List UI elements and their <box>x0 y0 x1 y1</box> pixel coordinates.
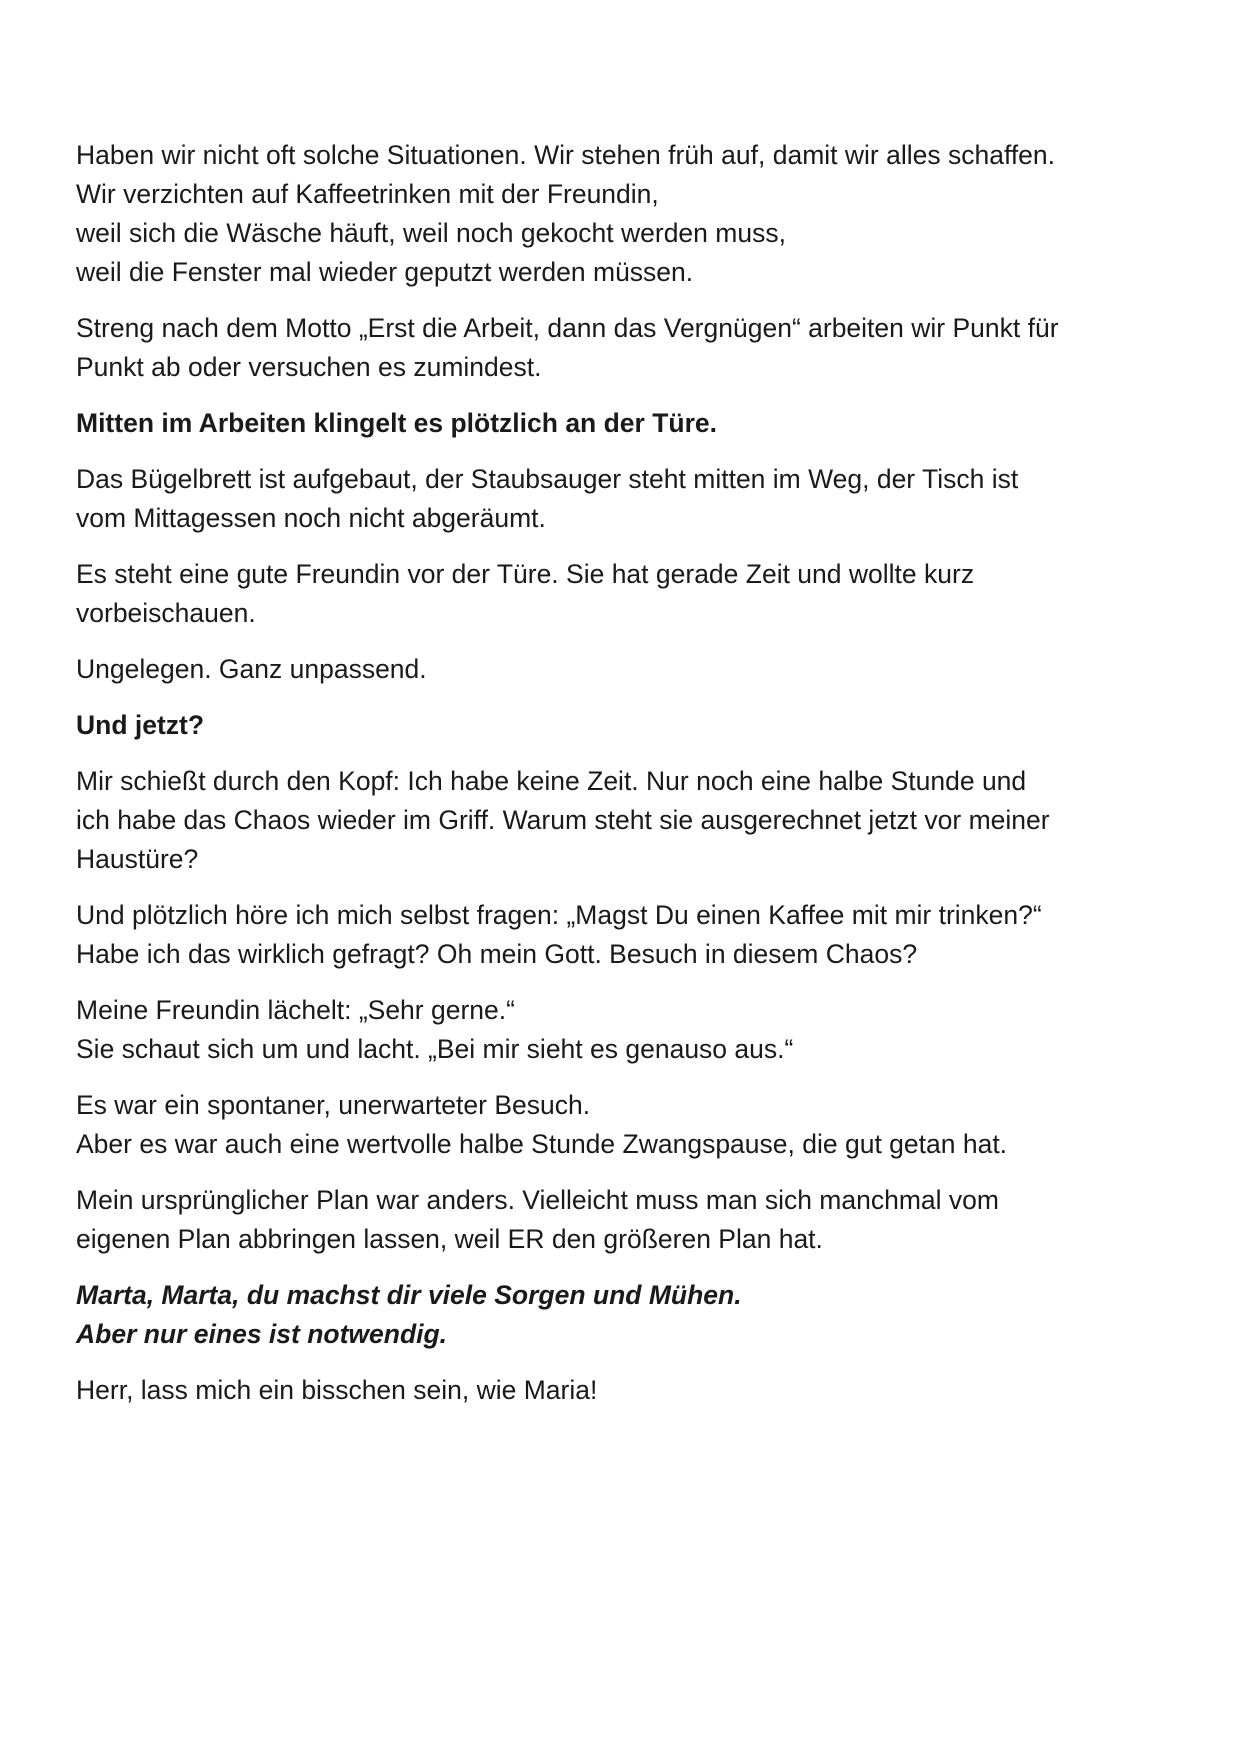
paragraph-doorbell-heading <box>76 404 1176 443</box>
paragraph-and-now-heading <box>76 706 1176 745</box>
text-line: weil die Fenster mal wieder geputzt werden müssen. <box>76 257 694 287</box>
text-line: Es steht eine gute Freundin vor der Türe. Sie hat gerade Zeit und wollte kurz <box>76 559 975 589</box>
paragraph-no-time <box>76 762 1176 879</box>
text-line: Habe ich das wirklich gefragt? Oh mein Gott. Besuch in diesem Chaos? <box>76 939 918 969</box>
text-line: Mitten im Arbeiten klingelt es plötzlich an der Türe. <box>76 408 717 438</box>
text-line: Es war ein spontaner, unerwarteter Besuch. <box>76 1090 591 1120</box>
text-line: Sie schaut sich um und lacht. „Bei mir sieht es genauso aus.“ <box>76 1034 794 1064</box>
paragraph-spontaneous-visit <box>76 1086 1176 1164</box>
paragraph-friend-at-door <box>76 555 1176 633</box>
text-line: Wir verzichten auf Kaffeetrinken mit der Freundin, <box>76 179 659 209</box>
text-line: Haben wir nicht oft solche Situationen. Wir stehen früh auf, damit wir alles schaffen. <box>76 140 1056 170</box>
text-line: Marta, Marta, du machst dir viele Sorgen und Mühen. <box>76 1280 742 1310</box>
text-line: Ungelegen. Ganz unpassend. <box>76 654 427 684</box>
text-line: Streng nach dem Motto „Erst die Arbeit, dann das Vergnügen“ arbeiten wir Punkt für <box>76 313 1059 343</box>
document-body <box>76 136 1176 1427</box>
paragraph-original-plan <box>76 1181 1176 1259</box>
text-line: vorbeischauen. <box>76 598 256 628</box>
text-line: Aber nur eines ist notwendig. <box>76 1319 448 1349</box>
text-line: Mein ursprünglicher Plan war anders. Vielleicht muss man sich manchmal vom <box>76 1185 999 1215</box>
text-line: weil sich die Wäsche häuft, weil noch gekocht werden muss, <box>76 218 786 248</box>
text-line: Haustüre? <box>76 844 199 874</box>
paragraph-inconvenient <box>76 650 1176 689</box>
paragraph-friend-smiles <box>76 991 1176 1069</box>
paragraph-motto <box>76 309 1176 387</box>
text-line: Herr, lass mich ein bisschen sein, wie Maria! <box>76 1375 598 1405</box>
paragraph-bible-quote <box>76 1276 1176 1354</box>
text-line: Aber es war auch eine wertvolle halbe Stunde Zwangspause, die gut getan hat. <box>76 1129 1008 1159</box>
text-line: eigenen Plan abbringen lassen, weil ER den größeren Plan hat. <box>76 1224 823 1254</box>
text-line: vom Mittagessen noch nicht abgeräumt. <box>76 503 546 533</box>
text-line: Und plötzlich höre ich mich selbst fragen: „Magst Du einen Kaffee mit mir trinken?“ <box>76 900 1042 930</box>
paragraph-closing-prayer <box>76 1371 1176 1410</box>
text-line: Das Bügelbrett ist aufgebaut, der Staubsauger steht mitten im Weg, der Tisch ist <box>76 464 1019 494</box>
paragraph-ironing-board <box>76 460 1176 538</box>
text-line: Meine Freundin lächelt: „Sehr gerne.“ <box>76 995 515 1025</box>
text-line: ich habe das Chaos wieder im Griff. Warum steht sie ausgerechnet jetzt vor meiner <box>76 805 1050 835</box>
text-line: Punkt ab oder versuchen es zumindest. <box>76 352 542 382</box>
paragraph-coffee-question <box>76 896 1176 974</box>
text-line: Und jetzt? <box>76 710 205 740</box>
text-line: Mir schießt durch den Kopf: Ich habe keine Zeit. Nur noch eine halbe Stunde und <box>76 766 1027 796</box>
paragraph-situations <box>76 136 1176 292</box>
